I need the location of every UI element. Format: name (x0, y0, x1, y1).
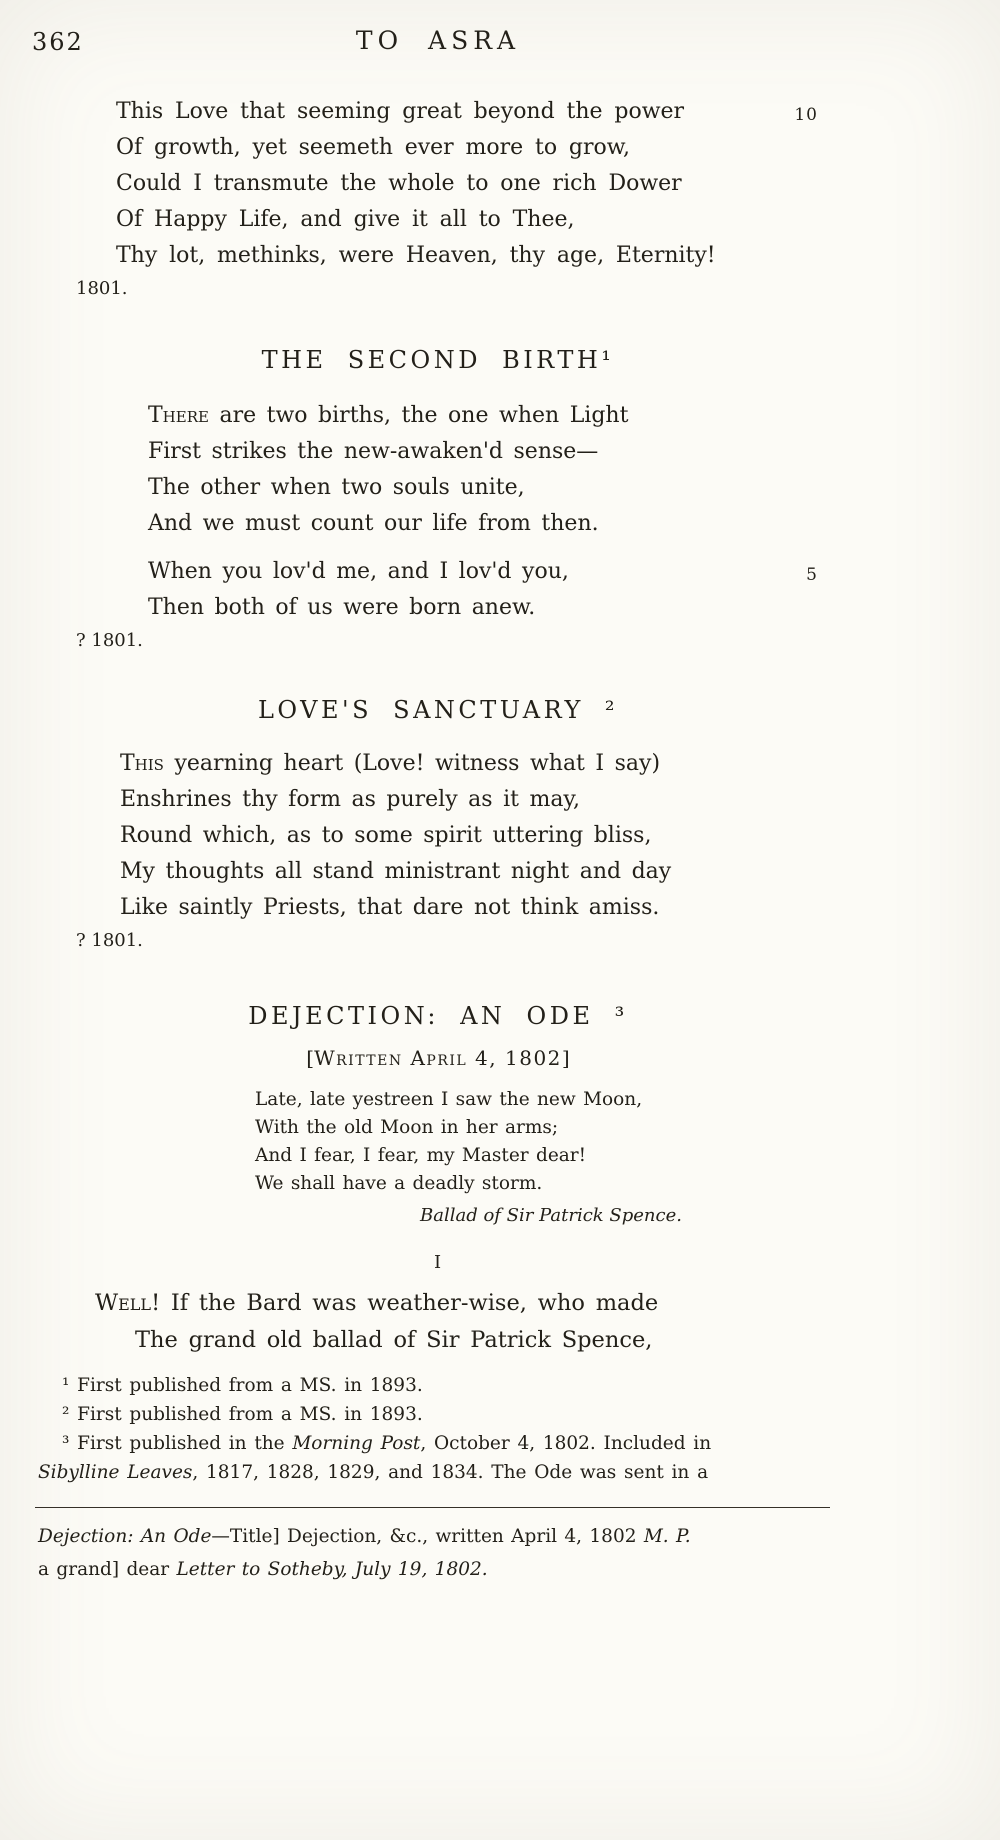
subtitle-smallcaps: Written April 4, 1802 (314, 1046, 562, 1070)
verse-line-number: 5 (806, 565, 818, 585)
text-segment: a grand] dear (38, 1559, 177, 1580)
text-segment: ³ First published in the (62, 1433, 293, 1454)
verse-text: And we must count our life from then. (148, 511, 599, 536)
verse-line (135, 1322, 838, 1359)
verse-line (116, 130, 838, 166)
italic-segment: M. P. (643, 1526, 691, 1547)
section-title-dejection: DEJECTION: AN ODE ³ (248, 1002, 628, 1030)
apparatus-line (38, 1520, 838, 1553)
verse-text: Like saintly Priests, that dare not think amiss. (120, 895, 660, 920)
footnotes (38, 1371, 838, 1487)
running-title: TO ASRA (355, 26, 521, 55)
verse-text: When you lov'd me, and I lov'd you, (148, 559, 569, 584)
italic-segment: Morning Post (292, 1433, 421, 1454)
critical-apparatus (38, 1520, 838, 1586)
verse-line (120, 890, 838, 926)
verse-text: This Love that seeming great beyond the power (116, 99, 685, 124)
verse-line (95, 1285, 838, 1322)
verse-line (120, 854, 838, 890)
verse-line (116, 166, 838, 202)
text-segment: —Title] Dejection, &c., written April 4, 1802 (211, 1526, 644, 1547)
poem-date: 1801. (76, 278, 128, 299)
verse-line (116, 94, 838, 130)
verse-text: Then both of us were born anew. (148, 595, 536, 620)
verse-line (148, 554, 838, 590)
apparatus-line (38, 1553, 838, 1586)
section-title-loves-sanctuary: LOVE'S SANCTUARY ² (257, 696, 619, 724)
bracket-open: [ (306, 1046, 315, 1070)
verse-text: Round which, as to some spirit uttering bliss, (120, 823, 652, 848)
verse-line (120, 782, 838, 818)
verse-line (148, 470, 838, 506)
verse-text: Of growth, yet seemeth ever more to grow, (116, 135, 630, 160)
book-page (32, 0, 838, 1586)
verse-text: are two births, the one when Light (208, 403, 629, 428)
verse-line (148, 590, 838, 626)
verse-text: Of Happy Life, and give it all to Thee, (116, 207, 575, 232)
poem-second-birth (148, 398, 838, 626)
verse-opener-smallcaps: There (148, 403, 209, 428)
verse-line (148, 506, 838, 542)
divider-rule (35, 1507, 830, 1508)
running-head (32, 26, 838, 64)
verse-line (120, 818, 838, 854)
section-title-second-birth: THE SECOND BIRTH¹ (261, 346, 615, 374)
epigraph-attribution: Ballad of Sir Patrick Spence. (420, 1205, 682, 1226)
footnote-3-continued (38, 1458, 838, 1487)
verse-text: The grand old ballad of Sir Patrick Spence, (135, 1327, 653, 1353)
text-segment: , October 4, 1802. Included in (420, 1433, 712, 1454)
verse-opener-smallcaps: Well (95, 1290, 152, 1316)
verse-text: ! If the Bard was weather-wise, who made (151, 1290, 659, 1316)
verse-line (116, 202, 838, 238)
poem-loves-sanctuary (120, 746, 838, 926)
italic-segment: Letter to Sotheby, July 19, 1802. (176, 1559, 488, 1580)
verse-line (148, 434, 838, 470)
poem-subtitle (38, 1046, 838, 1070)
text-segment: , 1817, 1828, 1829, and 1834. The Ode was sent in a (192, 1462, 709, 1483)
verse-text: The other when two souls unite, (148, 475, 525, 500)
epigraph (255, 1086, 838, 1198)
footnote-1: ¹ First published from a MS. in 1893. (62, 1375, 423, 1396)
verse-line (120, 746, 838, 782)
epigraph-line: Late, late yestreen I saw the new Moon, (255, 1089, 643, 1110)
verse-line (148, 398, 838, 434)
verse-text: Thy lot, methinks, were Heaven, thy age, Eternity! (116, 243, 716, 268)
epigraph-line: And I fear, I fear, my Master dear! (255, 1145, 587, 1166)
italic-segment: Dejection: An Ode (38, 1526, 212, 1547)
verse-text: My thoughts all stand ministrant night and day (120, 859, 672, 884)
verse-text: yearning heart (Love! witness what I say) (163, 751, 661, 776)
poem-dejection (38, 1285, 838, 1359)
verse-text: Enshrines thy form as purely as it may, (120, 787, 580, 812)
epigraph-line: With the old Moon in her arms; (255, 1117, 559, 1138)
verse-text: First strikes the new-awaken'd sense— (148, 439, 599, 464)
footnote-2: ² First published from a MS. in 1893. (62, 1404, 423, 1425)
verse-line (116, 238, 838, 274)
footnote-3 (38, 1429, 838, 1458)
stanza (148, 554, 838, 626)
stanza-number: I (433, 1252, 443, 1273)
verse-opener-smallcaps: This (120, 751, 164, 776)
verse-text: Could I transmute the whole to one rich Dower (116, 171, 682, 196)
italic-segment: Sibylline Leaves (38, 1462, 193, 1483)
poem-date: ? 1801. (76, 930, 143, 951)
verse-line-number: 10 (794, 105, 818, 125)
poem-date: ? 1801. (76, 630, 143, 651)
bracket-close: ] (561, 1046, 570, 1070)
poem-to-asra-continuation (116, 94, 838, 274)
epigraph-line: We shall have a deadly storm. (255, 1173, 543, 1194)
page-number: 362 (32, 28, 84, 56)
